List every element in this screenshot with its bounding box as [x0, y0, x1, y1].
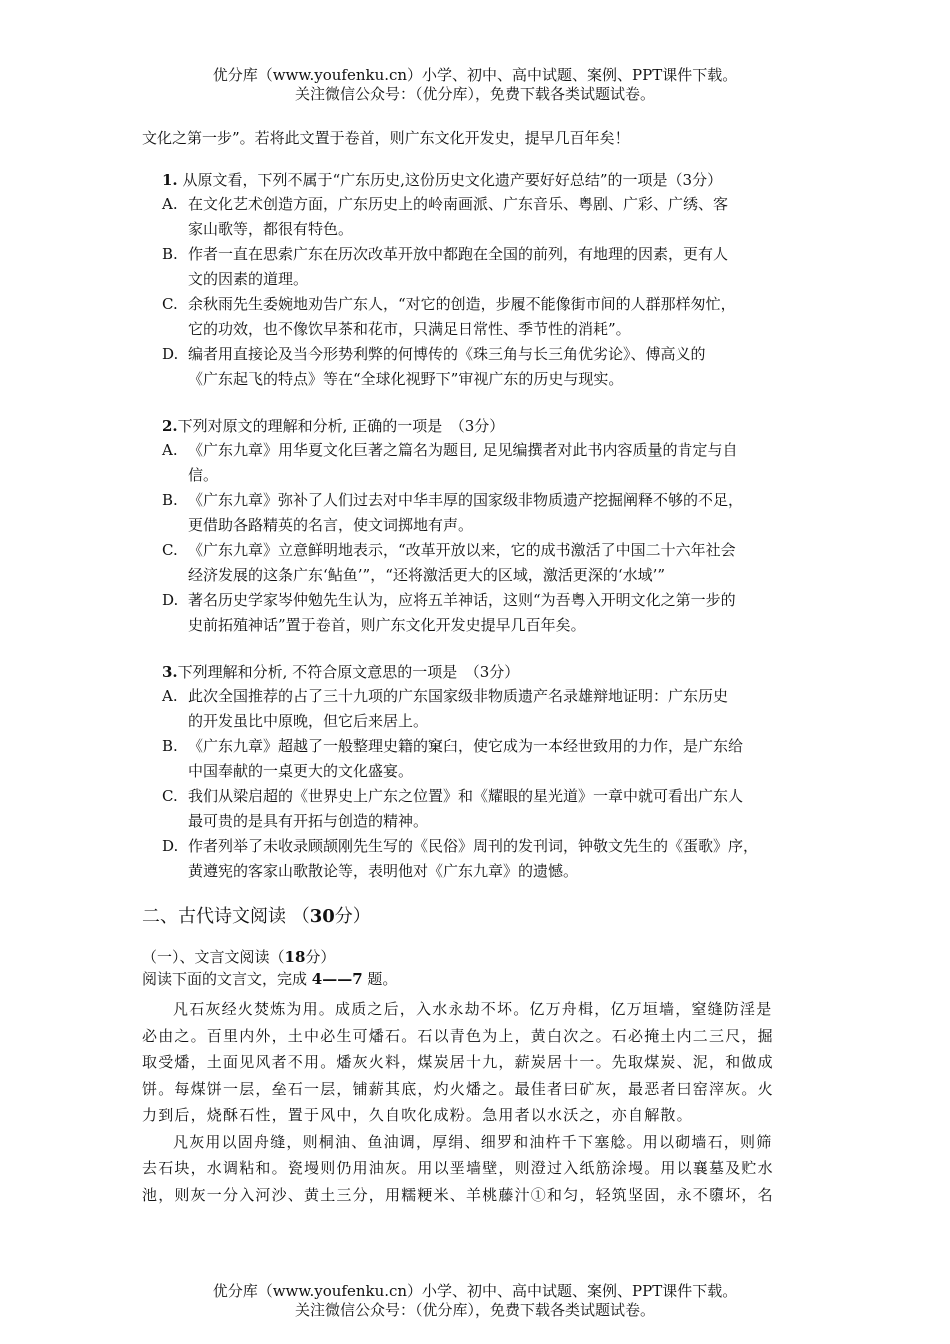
option-text-line: 最可贵的是具有开拓与创造的精神。	[188, 812, 429, 830]
option-text-line: 中国奉献的一桌更大的文化盛宴。	[188, 762, 414, 780]
passage-line: 凡石灰经火焚炼为用。成质之后，入水永劫不坏。亿万舟楫，亿万垣墙，窒缝防淫是	[173, 1000, 773, 1018]
option-letter: C.	[162, 787, 178, 805]
intro-line: 文化之第一步”。若将此文置于卷首，则广东文化开发史，提早几百年矣！	[142, 129, 630, 147]
option-letter: A.	[162, 441, 178, 459]
question-stem: 从原文看，下列不属于“广东历史,这份历史文化遗产要好好总结”的一项是（3分）	[177, 171, 723, 189]
option-d	[142, 342, 822, 392]
passage-line: 饼。每煤饼一层，垒石一层，铺薪其底，灼火燔之。最佳者曰矿灰，最恶者曰窑滓灰。火	[142, 1079, 774, 1098]
page-header	[0, 66, 950, 104]
option-b	[142, 242, 822, 292]
option-text-line: 史前拓殖神话”置于卷首，则广东文化开发史提早几百年矣。	[188, 616, 586, 634]
option-d	[142, 834, 822, 884]
question-1	[142, 168, 822, 392]
option-letter: C.	[162, 295, 178, 313]
option-text-line: 著名历史学家岑仲勉先生认为，应将五羊神话，这则“为吾粤入开明文化之第一步的	[188, 591, 736, 609]
option-b	[142, 488, 822, 538]
passage-line: 凡灰用以固舟缝，则桐油、鱼油调，厚绢、细罗和油杵千下塞艌。用以砌墙石，则筛	[173, 1132, 773, 1151]
question-number: 1.	[162, 171, 178, 189]
option-letter: D.	[162, 837, 179, 855]
option-text-line: 《广东起飞的特点》等在“全球化视野下”审视广东的历史与现实。	[188, 370, 624, 388]
passage-line: 取受燔，土面见风者不用。燔灰火料，煤炭居十九，薪炭居十一。先取煤炭、泥，和做成	[142, 1053, 774, 1071]
question-number: 3.	[162, 663, 178, 681]
option-text-line: 在文化艺术创造方面，广东历史上的岭南画派、广东音乐、粤剧、广彩、广绣、客	[188, 195, 729, 213]
page-footer	[0, 1282, 950, 1320]
option-a	[142, 684, 822, 734]
option-text-line: 文的因素的道理。	[188, 270, 309, 288]
passage-line: 必由之。百里内外，土中必生可燔石。石以青色为上，黄白次之。石必掩土内二三尺，掘	[142, 1026, 774, 1045]
option-text-line: 此次全国推荐的占了三十九项的广东国家级非物质遗产名录雄辩地证明：广东历史	[188, 687, 729, 705]
option-text-line: 《广东九章》立意鲜明地表示，“改革开放以来，它的成书激活了中国二十六年社会	[188, 541, 736, 559]
subsection-title-suffix: 分）	[305, 948, 336, 966]
option-text-line: 家山歌等，都很有特色。	[188, 220, 354, 238]
option-letter: C.	[162, 541, 178, 559]
option-letter: B.	[162, 245, 178, 263]
option-text-line: 黄遵宪的客家山歌散论等，表明他对《广东九章》的遗憾。	[188, 862, 579, 880]
section-score: 30	[309, 906, 335, 927]
question-number: 2.	[162, 417, 178, 435]
question-2	[142, 414, 822, 638]
option-text-line: 的开发虽比中原晚，但它后来居上。	[188, 712, 429, 730]
header-line-2: 关注微信公众号：（优分库），免费下载各类试题试卷。	[294, 85, 655, 103]
option-letter: A.	[162, 195, 178, 213]
instruction-range: 4——7	[311, 970, 363, 988]
option-letter: D.	[162, 345, 179, 363]
option-text-line: 信。	[188, 466, 219, 484]
section-title-suffix: 分）	[334, 906, 371, 927]
option-text-line: 《广东九章》用华夏文化巨著之篇名为题目, 足见编撰者对此书内容质量的肯定与自	[188, 441, 738, 459]
option-letter: D.	[162, 591, 179, 609]
option-text-line: 余秋雨先生委婉地劝告广东人，“对它的创造，步履不能像街市间的人群那样匆忙，	[188, 295, 736, 313]
option-text-line: 更借助各路精英的名言，使文词掷地有声。	[188, 516, 474, 534]
header-line-1: 优分库（www.youfenku.cn）小学、初中、高中试题、案例、PPT课件下载。	[212, 66, 738, 84]
footer-line-1: 优分库（www.youfenku.cn）小学、初中、高中试题、案例、PPT课件下载。	[212, 1282, 738, 1300]
option-c	[142, 292, 822, 342]
question-3	[142, 660, 822, 884]
option-d	[142, 588, 822, 638]
document-body	[142, 126, 822, 1208]
option-letter: B.	[162, 737, 178, 755]
classical-passage-paragraph-2	[142, 1129, 822, 1209]
classical-passage-paragraph-1	[142, 996, 822, 1129]
passage-line: 池，则灰一分入河沙、黄土三分，用糯粳米、羊桃藤汁①和匀，轻筑坚固，永不隳坏，名	[142, 1185, 774, 1204]
subsection-title	[142, 946, 822, 968]
option-text-line: 编者用直接论及当今形势利弊的何博传的《珠三角与长三角优劣论》、傅高义的	[188, 345, 706, 363]
option-a	[142, 192, 822, 242]
option-a	[142, 438, 822, 488]
option-text-line: 《广东九章》弥补了人们过去对中华丰厚的国家级非物质遗产挖掘阐释不够的不足，	[188, 491, 744, 509]
option-b	[142, 734, 822, 784]
question-stem: 下列理解和分析, 不符合原文意思的一项是 （3分）	[177, 663, 520, 681]
footer-line-2: 关注微信公众号：（优分库），免费下载各类试题试卷。	[294, 1301, 655, 1319]
option-text-line: 作者列举了未收录顾颉刚先生写的《民俗》周刊的发刊词，钟敬文先生的《蛋歌》序，	[188, 837, 759, 855]
reading-instruction	[142, 968, 822, 990]
option-c	[142, 538, 822, 588]
option-text-line: 经济发展的这条广东‘鲇鱼’”，“还将激活更大的区域，激活更深的‘水域’”	[188, 566, 666, 584]
option-text-line: 作者一直在思索广东在历次改革开放中都跑在全国的前列，有地理的因素，更有人	[188, 245, 729, 263]
option-text-line: 《广东九章》超越了一般整理史籍的窠臼，使它成为一本经世致用的力作，是广东给	[188, 737, 744, 755]
option-letter: A.	[162, 687, 178, 705]
option-text-line: 我们从梁启超的《世界史上广东之位置》和《耀眼的星光道》一章中就可看出广东人	[188, 787, 744, 805]
option-c	[142, 784, 822, 834]
option-text-line: 它的功效，也不像饮早茶和花市，只满足日常性、季节性的消耗”。	[188, 320, 631, 338]
option-letter: B.	[162, 491, 178, 509]
subsection-title-text: （一）、文言文阅读（	[142, 948, 285, 966]
section-title	[142, 902, 822, 932]
instruction-text: 阅读下面的文言文，完成	[142, 970, 312, 988]
section-title-text: 二、古代诗文阅读 （	[142, 906, 310, 927]
subsection-score: 18	[284, 948, 306, 966]
question-stem: 下列对原文的理解和分析, 正确的一项是 （3分）	[177, 417, 505, 435]
passage-line: 力到后，烧酥石性，置于风中，久自吹化成粉。急用者以水沃之，亦自解散。	[142, 1106, 693, 1124]
passage-line: 去石块，水调粘和。瓷墁则仍用油灰。用以垩墙壁，则澄过入纸筋涂墁。用以襄墓及贮水	[142, 1159, 774, 1177]
instruction-suffix: 题。	[362, 970, 398, 988]
